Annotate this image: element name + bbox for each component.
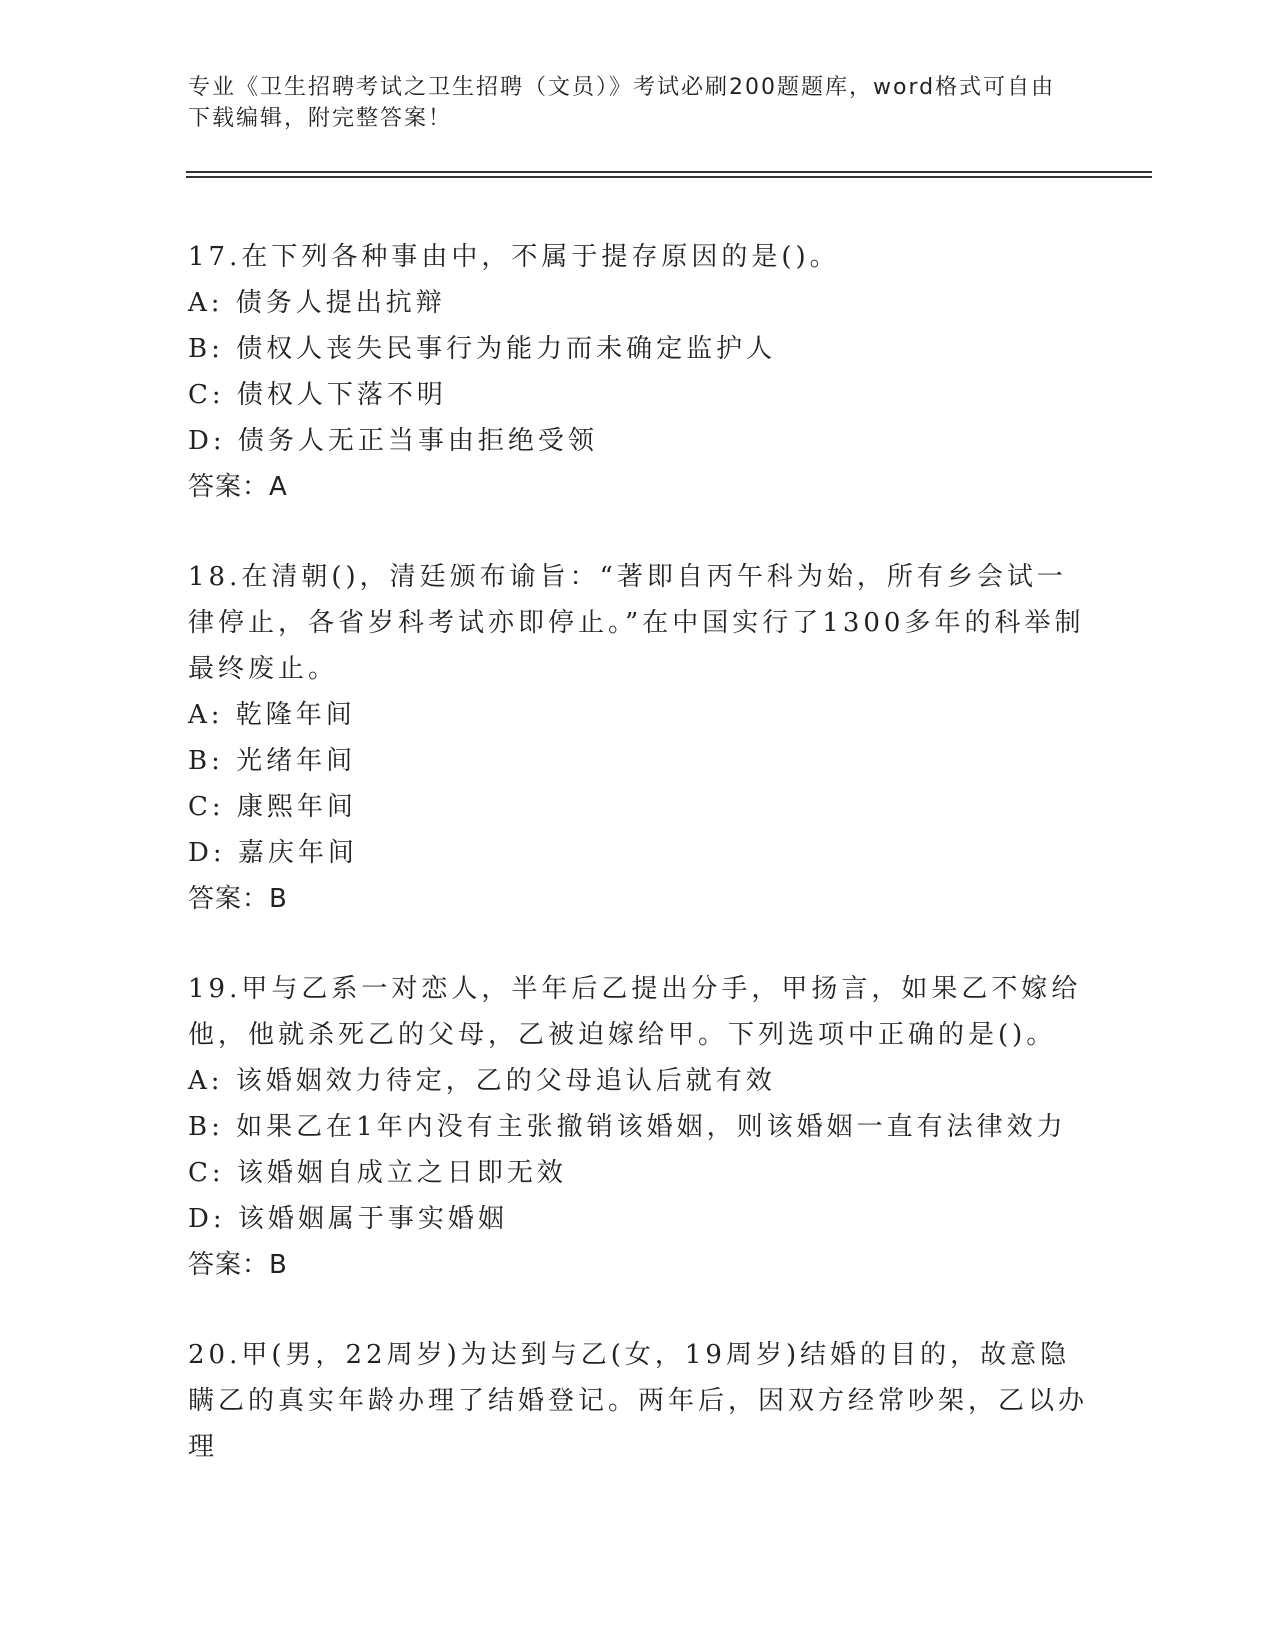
answer: 答案：A — [188, 472, 288, 502]
question-stem: 19.甲与乙系一对恋人，半年后乙提出分手，甲扬言，如果乙不嫁给他，他就杀死乙的父母，乙被迫嫁给甲。下列选项中正确的是()。 — [188, 974, 1082, 1050]
question-19 — [188, 966, 1088, 1288]
option-c: C: 债权人下落不明 — [188, 380, 447, 410]
option-d: D: 该婚姻属于事实婚姻 — [188, 1204, 508, 1234]
question-18 — [188, 554, 1088, 922]
option-a: A: 该婚姻效力待定，乙的父母追认后就有效 — [188, 1066, 776, 1096]
option-c: C: 康熙年间 — [188, 792, 357, 822]
option-c: C: 该婚姻自成立之日即无效 — [188, 1158, 567, 1188]
document-header — [188, 72, 1068, 134]
header-text: 专业《卫生招聘考试之卫生招聘（文员）》考试必刷200题题库，word格式可自由下载编辑，附完整答案！ — [188, 75, 1056, 131]
option-b: B: 光绪年间 — [188, 746, 357, 776]
header-divider-bottom — [186, 176, 1152, 178]
question-stem: 20.甲(男，22周岁)为达到与乙(女，19周岁)结婚的目的，故意隐瞒乙的真实年龄办理了结婚登记。两年后，因双方经常吵架，乙以办理 — [188, 1340, 1089, 1462]
option-b: B: 如果乙在1年内没有主张撤销该婚姻，则该婚姻一直有法律效力 — [188, 1112, 1067, 1142]
answer: 答案：B — [188, 1250, 288, 1280]
answer: 答案：B — [188, 884, 288, 914]
option-b: B: 债权人丧失民事行为能力而未确定监护人 — [188, 334, 777, 364]
option-d: D: 债务人无正当事由拒绝受领 — [188, 426, 598, 456]
option-d: D: 嘉庆年间 — [188, 838, 358, 868]
question-list — [188, 234, 1088, 1514]
header-divider-top — [186, 171, 1152, 173]
option-a: A: 债务人提出抗辩 — [188, 288, 446, 318]
option-a: A: 乾隆年间 — [188, 700, 356, 730]
question-stem: 18.在清朝()，清廷颁布谕旨：“著即自丙午科为始，所有乡会试一律停止，各省岁科考试亦即停止。”在中国实行了1300多年的科举制最终废止。 — [188, 562, 1085, 684]
question-20 — [188, 1332, 1088, 1470]
question-17 — [188, 234, 1088, 510]
question-stem: 17.在下列各种事由中，不属于提存原因的是()。 — [188, 242, 840, 272]
